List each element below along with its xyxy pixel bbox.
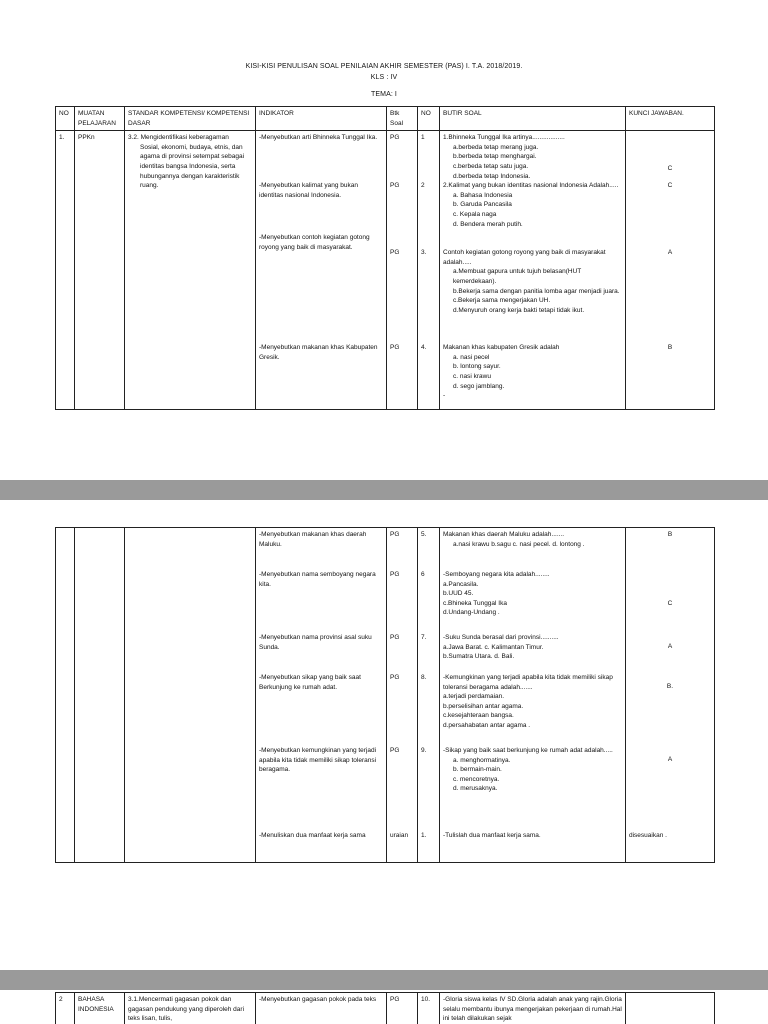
document-page-1	[0, 0, 768, 480]
indicator-cell: -Menyebutkan gagasan pokok pada teks	[256, 993, 387, 1024]
option-a: a. menghormatinya.	[453, 756, 511, 764]
option-b: b.berbeda tetap menghargai.	[453, 153, 537, 161]
indicator-cell	[256, 528, 387, 863]
question-type-cell	[387, 131, 418, 410]
class-label: KLS : IV	[370, 74, 398, 81]
qno-9: 9.	[421, 747, 427, 754]
answer-key-cell	[626, 528, 715, 863]
question-3	[443, 248, 622, 343]
answer-6	[629, 570, 711, 633]
qno-2: 2	[421, 182, 425, 190]
question-type-cell: PG	[387, 993, 418, 1024]
qno-10: 1.	[421, 832, 427, 839]
question-stem: Contoh kegiatan gotong royong yang baik di masyarakat adalah.....	[443, 249, 606, 266]
document-page-2	[0, 500, 768, 970]
option-b: b.perselisihan antar agama.	[443, 702, 524, 710]
btk-7: PG	[390, 634, 400, 641]
indicator-4: -Menyebutkan makanan khas Kabupaten Gresik.	[259, 344, 378, 361]
kisi-table-page-1	[55, 106, 715, 410]
answer-8	[629, 673, 711, 746]
option-line: a.Jawa Barat. c. Kalimantan Timur.	[443, 643, 544, 651]
question-stem: Makanan khas daerah Maluku adalah.......	[443, 531, 565, 538]
option-d: d.Undang-Undang .	[443, 609, 500, 617]
option-b: b.Bekerja sama dengan panitia lomba agar menjadi juara.	[453, 287, 620, 295]
indicator-8: -Menyebutkan sikap yang baik saat Berkunjung ke rumah adat.	[259, 674, 361, 691]
indicator-cell	[256, 131, 387, 410]
question-cell	[440, 131, 626, 410]
question-number-cell: 10.	[418, 993, 440, 1024]
theme-label: TEMA: I	[371, 91, 397, 98]
col-header-no: NO	[56, 107, 75, 131]
answer-key-cell	[626, 131, 715, 410]
question-stem: 1.Bhinneka Tunggal Ika artinya..................	[443, 134, 565, 142]
option-line: a.nasi krawu b.sagu c. nasi pecel. d. lontong .	[453, 540, 585, 548]
question-stem: -Kemungkinan yang terjadi apabila kita tidak memiliki sikap toleransi beragama adalah.......	[443, 674, 613, 691]
subject-cell	[75, 528, 125, 863]
answer-2: C	[667, 182, 673, 190]
competency-cell	[125, 131, 256, 410]
col-header-indikator: INDIKATOR	[256, 107, 387, 131]
option-b: b. lontong sayur.	[453, 363, 501, 371]
col-header-kunci: KUNCI JAWABAN.	[626, 107, 715, 131]
col-header-btk: Btk Soal	[387, 107, 418, 131]
btk-8: PG	[390, 674, 400, 681]
kisi-table-page-2	[55, 527, 715, 863]
question-6	[443, 570, 622, 633]
btk-1: PG	[390, 134, 400, 142]
answer-7	[629, 633, 711, 673]
question-number-cell	[418, 528, 440, 863]
question-7	[443, 633, 622, 673]
option-d: d.Menyuruh orang kerja bakti tetapi tidak ikut.	[453, 306, 585, 314]
option-d: d.berbeda tetap Indonesia.	[453, 172, 531, 180]
option-d: d. sego jamblang.	[453, 382, 505, 390]
table-row	[56, 993, 715, 1024]
document-title: KISI-KISI PENULISAN SOAL PENILAIAN AKHIR SEMESTER (PAS) I. T.A. 2018/2019.	[245, 63, 523, 70]
col-header-no2: NO	[418, 107, 440, 131]
col-header-standar: STANDAR KOMPETENSI/ KOMPETENSI DASAR	[125, 107, 256, 131]
col-header-butir: BUTIR SOAL	[440, 107, 626, 131]
answer-6-value: C	[667, 600, 673, 607]
question-type-cell	[387, 528, 418, 863]
qno-5: 5.	[421, 531, 427, 538]
btk-3: PG	[390, 249, 400, 257]
qno-7: 7.	[421, 634, 427, 641]
option-a: a.berbeda tetap merang juga.	[453, 143, 539, 151]
question-number-cell	[418, 131, 440, 410]
option-b: b. bermain-main.	[453, 766, 502, 774]
option-line: b.Sumatra Utara. d. Bali.	[443, 653, 515, 661]
question-4	[443, 343, 622, 401]
answer-8-value: B.	[666, 683, 674, 690]
indicator-1: -Menyebutkan arti Bhinneka Tunggal Ika.	[259, 134, 378, 142]
indicator-10: -Menuliskan dua manfaat kerja sama	[259, 832, 366, 839]
question-stem: -Suku Sunda berasal dari provinsi..........	[443, 634, 559, 641]
btk-4: PG	[390, 344, 400, 352]
answer-4: B	[667, 344, 673, 352]
competency-cell: 3.1.Mencermati gagasan pokok dan gagasan pendukung yang diperoleh dari teks lisan, tulis,	[125, 993, 256, 1024]
subject-cell: BAHASA INDONESIA	[75, 993, 125, 1024]
indicator-6: -Menyebutkan nama semboyang negara kita.	[259, 571, 376, 588]
option-a: a.terjadi perdamaian.	[443, 693, 505, 701]
answer-1: C	[667, 165, 673, 173]
option-a: a.Membuat gapura untuk tujuh belasan(HUT kemerdekaan).	[453, 268, 582, 285]
option-d: d. merusaknya.	[453, 785, 498, 793]
btk-5: PG	[390, 531, 400, 538]
indicator-3: -Menyebutkan contoh kegiatan gotong royong yang baik di masyarakat.	[259, 234, 370, 251]
indicator-9: -Menyebutkan kemungkinan yang terjadi apabila kita tidak memiliki sikap toleransi beragama.	[259, 747, 377, 774]
option-c: c.berbeda tetap satu juga.	[453, 162, 529, 170]
answer-key-cell	[626, 993, 715, 1024]
row-number: 2	[56, 993, 75, 1024]
table-header-row	[56, 107, 715, 131]
question-stem: 2.Kalimat yang bukan identitas nasional Indonesia Adalah.....	[443, 182, 619, 190]
option-b: b.UUD 45.	[443, 590, 474, 598]
indicator-7: -Menyebutkan nama provinsi asal suku Sunda.	[259, 634, 372, 651]
answer-5: B	[667, 531, 673, 538]
question-10	[443, 831, 622, 841]
option-d: d. Bendera merah putih.	[453, 220, 523, 228]
question-stem: -Tulislah dua manfaat kerja sama.	[443, 832, 541, 839]
answer-9	[629, 746, 711, 831]
option-c: c. mencoretnya.	[453, 775, 500, 783]
document-page-3	[0, 990, 768, 1024]
indicator-2: -Menyebutkan kalimat yang bukan identitas nasional Indonesia.	[259, 182, 359, 199]
question-cell	[440, 528, 626, 863]
competency-body: Sosial, ekonomi, budaya, etnis, dan agama di provinsi setempat sebagai identitas bangsa Indonesia, serta hubungannya dengan karakteristik ruang.	[140, 143, 245, 190]
question-5	[443, 530, 622, 570]
answer-10: disesuaikan .	[629, 832, 667, 839]
col-header-muatan: MUATAN PELAJARAN	[75, 107, 125, 131]
question-8	[443, 673, 622, 746]
option-c: c. Kepala naga	[453, 210, 497, 218]
option-c: c.Bhineka Tunggal Ika	[443, 599, 507, 607]
option-c: c. nasi krawu	[453, 372, 491, 380]
qno-1: 1	[421, 134, 425, 142]
option-d: d.persahabatan antar agama .	[443, 721, 531, 729]
option-b: b. Garuda Pancasila	[453, 201, 512, 209]
qno-8: 8.	[421, 674, 427, 681]
row-number	[56, 528, 75, 863]
question-9	[443, 746, 622, 831]
trailing-dash: -	[443, 392, 446, 400]
btk-10: uraian	[390, 832, 409, 839]
btk-6: PG	[390, 571, 400, 578]
kisi-table-page-3	[55, 992, 715, 1024]
option-c: c.kesejahteraan bangsa.	[443, 712, 514, 720]
row-number: 1.	[56, 131, 75, 410]
qno-3: 3.	[421, 249, 427, 257]
table-row	[56, 528, 715, 863]
indicator-5: -Menyebutkan makanan khas daerah Maluku.	[259, 531, 367, 548]
option-a: a.Pancasila.	[443, 580, 479, 588]
answer-3: A	[667, 249, 673, 257]
competency-heading: 3.2. Mengidentifikasi keberagaman	[128, 134, 229, 142]
question-stem: -Sikap yang baik saat berkunjung ke rumah adat adalah.....	[443, 747, 613, 754]
option-a: a. nasi pecel	[453, 353, 490, 361]
qno-4: 4.	[421, 344, 427, 352]
competency-cell	[125, 528, 256, 863]
answer-7-value: A	[667, 643, 673, 650]
qno-6: 6	[421, 571, 425, 578]
option-c: c.Bekerja sama mengerjakan UH.	[453, 297, 551, 305]
btk-9: PG	[390, 747, 400, 754]
question-stem: -Semboyang negara kita adalah........	[443, 571, 550, 578]
question-1	[443, 133, 622, 181]
option-a: a. Bahasa Indonesia	[453, 191, 513, 199]
btk-2: PG	[390, 182, 400, 190]
subject-cell: PPKn	[75, 131, 125, 410]
question-2	[443, 181, 622, 248]
table-row	[56, 131, 715, 410]
question-cell: -Gloria siswa kelas IV SD.Gloria adalah anak yang rajin.Gloria selalu membantu ibunya mengerjakan pekerjaan di rumah.Hal ini telah dilakukan sejak	[440, 993, 626, 1024]
answer-9-value: A	[667, 756, 673, 763]
question-stem: Makanan khas kabupaten Gresik adalah	[443, 344, 560, 352]
